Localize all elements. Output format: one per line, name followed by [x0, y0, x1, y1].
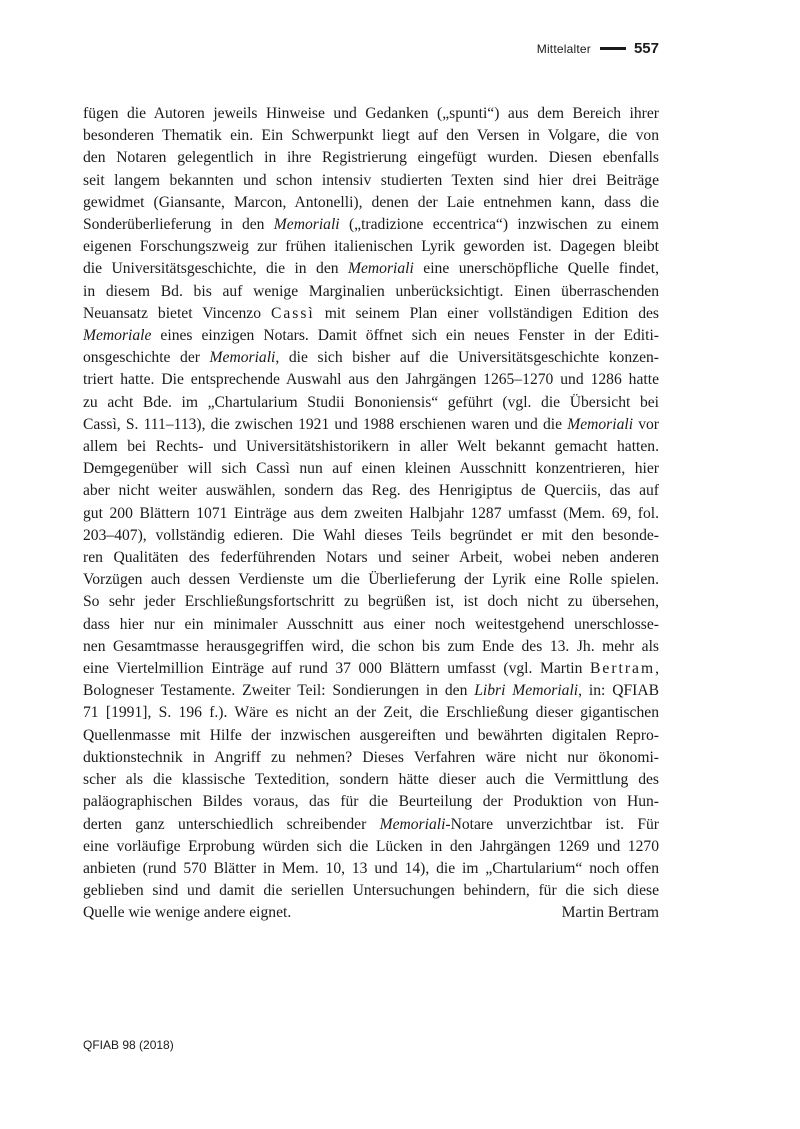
text-run: („tradizione eccentrica“) inzwischen zu einem	[339, 216, 659, 234]
text-line: triert hatte. Die entsprechende Auswahl aus den Jahrgängen 1265–1270 und 1286 hatte	[83, 371, 659, 389]
text-line: fügen die Autoren jeweils Hinweise und Gedanken („spunti“) aus dem Bereich ihrer	[83, 105, 659, 122]
italic-title: Memoriali	[209, 349, 276, 367]
review-body	[83, 103, 659, 925]
text-line: duktionstechnik in Angriff zu nehmen? Dieses Verfahren wäre nicht nur ökonomi-	[83, 748, 659, 766]
text-line	[83, 214, 659, 236]
text-line: Vorzügen auch dessen Verdienste um die Überlieferung der Lyrik eine Rolle spielen.	[83, 571, 659, 589]
text-run: , die sich bisher auf die Universitätsgeschichte konzen-	[275, 349, 659, 367]
italic-title: Memoriali	[273, 216, 340, 234]
text-run: derten ganz unterschiedlich schreibender	[83, 815, 380, 833]
text-line	[83, 347, 659, 369]
text-run: vor	[633, 415, 659, 433]
italic-title: Memoriali	[348, 260, 414, 278]
text-run: Bologneser Testamente. Zweiter Teil: Sondierungen in den	[83, 682, 475, 700]
text-line: gut 200 Blättern 1071 Einträge aus dem zweiten Halbjahr 1287 umfasst (Mem. 69, fol.	[83, 504, 659, 522]
page-number: 557	[633, 40, 659, 57]
text-line: scher als die klassische Textedition, sondern hätte dieser auch die Vermittlung des	[83, 771, 659, 789]
journal-footer: QFIAB 98 (2018)	[83, 1038, 174, 1052]
text-line	[83, 303, 659, 325]
text-line: 203–407), vollständig edieren. Die Wahl dieses Teils begründet er mit den besonde-	[83, 526, 659, 544]
text-line: aber nicht weiter auswählen, sondern das Reg. des Henrigiptus de Querciis, das auf	[83, 482, 659, 500]
text-line: allem bei Rechts- und Universitätshistorikern in aller Welt bekannt gemacht hatten.	[83, 438, 659, 456]
text-run: die Universitätsgeschichte, die in den	[83, 260, 348, 278]
text-line: gewidmet (Giansante, Marcon, Antonelli), denen der Laie entnehmen kann, dass die	[83, 193, 659, 211]
text-line: Demgegenüber will sich Cassì nun auf einen kleinen Ausschnitt konzentrieren, hier	[83, 460, 659, 478]
text-line: Quellenmasse mit Hilfe der inzwischen ausgereiften und bewährten digitalen Repro-	[83, 726, 659, 744]
author-name-spaced: Cassì	[270, 304, 315, 322]
text-run: mit seinem Plan einer vollständigen Edition des	[314, 304, 659, 322]
text-line: anbieten (rund 570 Blätter in Mem. 10, 13 und 14), die im „Chartularium“ noch offen	[83, 859, 659, 877]
text-run: ,	[655, 660, 659, 678]
text-line: eigenen Forschungszweig zur frühen italienischen Lyrik geworden ist. Dagegen bleibt	[83, 238, 659, 256]
text-line: dass hier nur ein minimaler Ausschnitt aus einer noch weitestgehend unerschlosse-	[83, 615, 659, 633]
text-line	[83, 680, 659, 702]
text-line: besonderen Thematik ein. Ein Schwerpunkt liegt auf den Versen in Volgare, die von	[83, 127, 659, 145]
text-line: So sehr jeder Erschließungsfortschritt zu begrüßen ist, ist doch nicht zu übersehen,	[83, 593, 659, 611]
text-run: , in: QFIAB	[578, 682, 659, 700]
text-line: den Notaren gelegentlich in ihre Registrierung eingefügt wurden. Diesen ebenfalls	[83, 149, 659, 167]
text-line	[83, 658, 659, 680]
text-run: eines einzigen Notars. Damit öffnet sich ein neues Fenster in der Editi-	[151, 327, 659, 345]
header-rule	[600, 47, 626, 50]
text-run: Cassì, S. 111–113), die zwischen 1921 und 1988 erschienen waren und die	[83, 415, 568, 433]
review-author: Martin Bertram	[561, 904, 659, 922]
text-run: Neuansatz bietet Vincenzo	[83, 304, 271, 322]
italic-title: Memoriali	[567, 415, 634, 433]
text-run: Quelle wie wenige andere eignet.	[83, 904, 292, 922]
text-line: geblieben sind und damit die seriellen Untersuchungen behindern, für die sich diese	[83, 882, 659, 900]
text-line: paläographischen Bildes voraus, das für die Beurteilung der Produktion von Hun-	[83, 793, 659, 811]
text-run: -Notare unverzichtbar ist. Für	[445, 815, 659, 833]
section-title: Mittelalter	[536, 41, 591, 56]
text-line	[83, 325, 659, 347]
text-line: ren Qualitäten des federführenden Notars und seiner Arbeit, wobei neben anderen	[83, 549, 659, 567]
text-run: eine unerschöpfliche Quelle findet,	[413, 260, 659, 278]
italic-title: Memoriale	[83, 327, 152, 345]
text-line: 71 [1991], S. 196 f.). Wäre es nicht an der Zeit, die Erschließung dieser gigantischen	[83, 704, 659, 722]
text-run: Sonderüberlieferung in den	[83, 216, 274, 234]
text-line	[83, 814, 659, 836]
text-run: eine Viertelmillion Einträge auf rund 37 000 Blättern umfasst (vgl. Martin	[83, 660, 590, 678]
text-line: zu acht Bde. im „Chartularium Studii Bononiensis“ geführt (vgl. die Übersicht bei	[83, 393, 659, 411]
text-line: seit langem bekannten und schon intensiv studierten Texten sind hier drei Beiträge	[83, 171, 659, 189]
closing-line	[83, 902, 659, 924]
text-line	[83, 258, 659, 280]
text-line: nen Gesamtmasse herausgegriffen wird, die schon bis zum Ende des 13. Jh. mehr als	[83, 637, 659, 655]
text-run: onsgeschichte der	[83, 349, 210, 367]
italic-title: Memoriali	[379, 815, 446, 833]
running-header	[537, 40, 659, 57]
italic-title: Libri Memoriali	[474, 682, 579, 700]
text-line: in diesem Bd. bis auf wenige Marginalien unberücksichtigt. Einen überraschenden	[83, 282, 659, 300]
author-name-spaced: Bertram	[590, 660, 656, 678]
text-line	[83, 414, 659, 436]
text-line: eine vorläufige Erprobung würden sich die Lücken in den Jahrgängen 1269 und 1270	[83, 837, 659, 855]
